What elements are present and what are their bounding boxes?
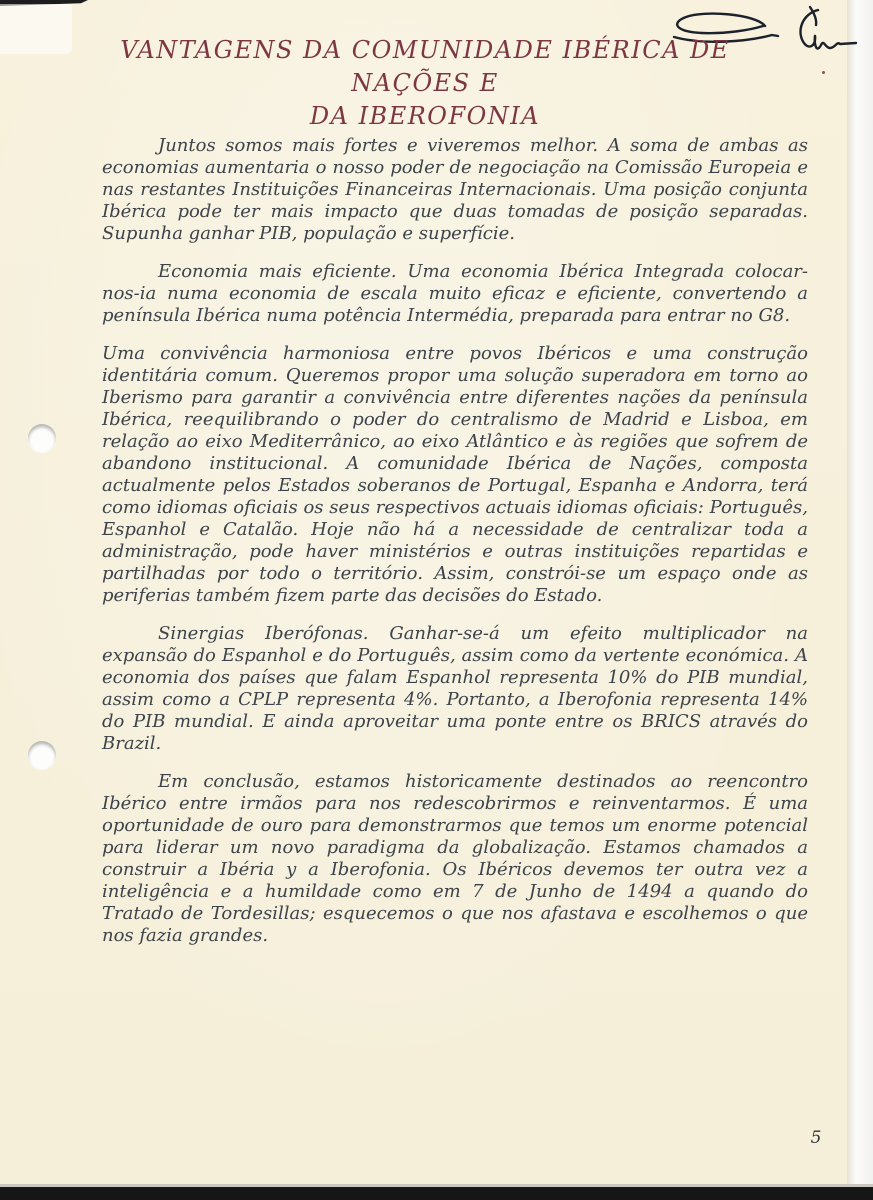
paragraph-1: Juntos somos mais fortes e viveremos melhor. A soma de ambas as economias aumentaria o nosso poder de negociação na Comissão Europeia e nas restantes Instituições Financeiras Internacionais. Uma posição conjunta Ibérica pode ter mais impacto que duas tomadas de posição separadas. Supunha ganhar PIB, população e superfície.: [102, 135, 808, 244]
page-corner-highlight: [0, 4, 72, 54]
scanner-edge-bottom: [0, 1184, 873, 1200]
paragraph-3: Uma convivência harmoniosa entre povos Ibéricos e uma construção identitária comum. Queremos propor uma solução superadora em torno ao Iberismo para garantir a convivência entre diferentes nações da península Ibérica, reequilibrando o poder do centralismo de Madrid e Lisboa, em relação ao eixo Mediterrânico, ao eixo Atlântico e às regiões que sofrem de abandono institucional. A comunidade Ibérica de Nações, composta actualmente pelos Estados soberanos de Portugal, Espanha e Andorra, terá como idiomas oficiais os seus respectivos actuais idiomas oficiais: Português, Espanhol e Catalão. Hoje não há a necessidade de centralizar toda a administração, pode haver ministérios e outras instituições repartidas e partilhadas por todo o território. Assim, constrói-se um espaço onde as periferias também fizem parte das decisões do Estado.: [102, 343, 808, 606]
title-line-2: DA IBEROFONIA: [309, 102, 541, 130]
paragraph-2: Economia mais eficiente. Uma economia Ibérica Integrada colocar-nos-ia numa economia de escala muito eficaz e eficiente, convertendo a península Ibérica numa potência Intermédia, preparada para entrar no G8.: [102, 261, 808, 326]
title-line-1: VANTAGENS DA COMUNIDADE IBÉRICA DE NAÇÕES E: [120, 36, 730, 97]
scanner-edge-right: [847, 0, 873, 1184]
hole-punch-top: [28, 424, 56, 452]
paragraph-5: Em conclusão, estamos historicamente destinados ao reencontro Ibérico entre irmãos para nos redescobrirmos e reinventarmos. É uma oportunidade de ouro para demonstrarmos que temos um enorme potencial para liderar um novo paradigma da globalização. Estamos chamados a construir a Ibéria y a Iberofonia. Os Ibéricos devemos ter outra vez a inteligência e a humildade como em 7 de Junho de 1494 a quando do Tratado de Tordesillas; esquecemos o que nos afastava e escolhemos o que nos fazia grandes.: [102, 771, 808, 946]
ink-speck: [822, 71, 825, 74]
signature-initials-flourish-icon: [800, 7, 856, 48]
document-body: [102, 135, 808, 963]
hole-punch-bottom: [28, 741, 56, 769]
paragraph-4: Sinergias Iberófonas. Ganhar-se-á um efeito multiplicador na expansão do Espanhol e do Português, assim como da vertente económica. A economia dos países que falam Espanhol representa 10% do PIB mundial, assim como a CPLP representa 4%. Portanto, a Iberofonia representa 14% do PIB mundial. E ainda aproveitar uma ponte entre os BRICS através do Brazil.: [102, 623, 808, 754]
document-title: [68, 34, 782, 133]
page-number: 5: [810, 1128, 822, 1148]
